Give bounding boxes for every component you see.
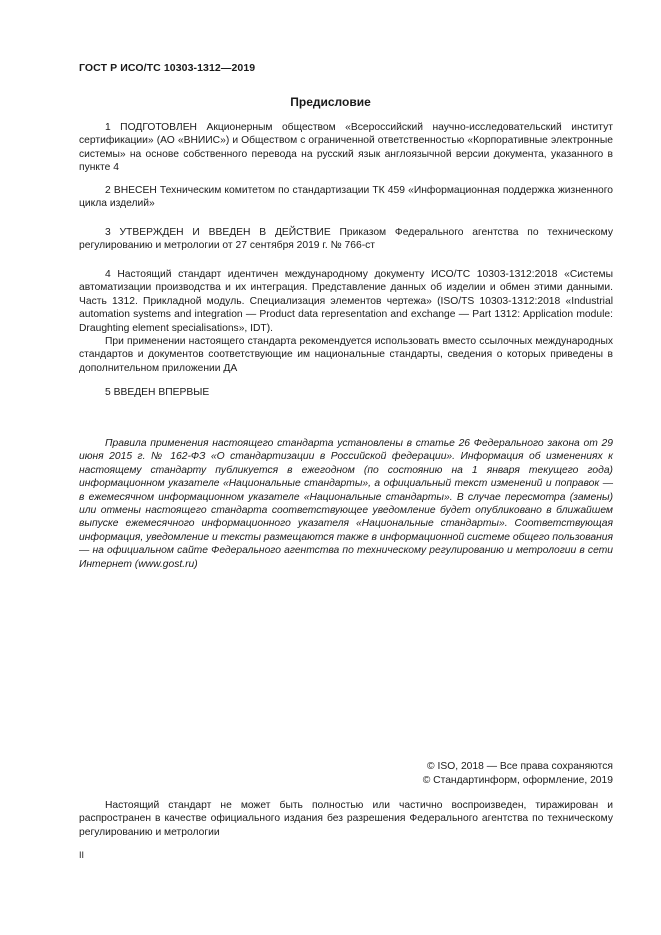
- rules-paragraph: [79, 437, 613, 571]
- section-3: [79, 226, 613, 253]
- page-number: II: [79, 850, 85, 860]
- copyright-standartinform: © Стандартинформ, оформление, 2019: [422, 775, 613, 786]
- section-5-text: 5 ВВЕДЕН ВПЕРВЫЕ: [105, 387, 210, 398]
- document-header: ГОСТ Р ИСО/ТС 10303-1312—2019: [79, 62, 256, 74]
- section-2: [79, 184, 613, 211]
- copyright-iso: © ISO, 2018 — Все права сохраняются: [427, 761, 613, 772]
- reproduction-notice-text: Настоящий стандарт не может быть полностью или частично воспроизведен, тиражирован и распространен в качестве официального издания без разрешения Федерального агентства по техническому регулированию и метрологии: [79, 800, 613, 838]
- rules-text: Правила применения настоящего стандарта установлены в статье 26 Федерального закона от 29 июня 2015 г. № 162-ФЗ «О стандартизации в Российской федерации». Информация об изменениях к настоящему стандарту публикуется в ежегодном (по состоянию на 1 января текущего года) информационном указателе «Национальные стандарты», а официальный текст изменений и поправок — в ежемесячном информационном указателе «Национальные стандарты». В случае пересмотра (замены) или отмены настоящего стандарта соответствующее уведомление будет опубликовано в ближайшем выпуске ежемесячного информационного указателя «Национальные стандарты». Соответствующая информация, уведомление и тексты размещаются также в информационной системе общего пользования — на официальном сайте Федерального агентства по техническому регулированию и метрологии в сети Интернет (www.gost.ru): [79, 438, 613, 570]
- section-1: [79, 121, 613, 175]
- section-5: [79, 386, 613, 399]
- section-3-text: 3 УТВЕРЖДЕН И ВВЕДЕН В ДЕЙСТВИЕ Приказом Федерального агентства по техническому регулированию и метрологии от 27 сентября 2019 г. № 766-ст: [79, 227, 613, 252]
- section-4-note: При применении настоящего стандарта рекомендуется использовать вместо ссылочных международных стандартов и документов соответствующие им национальные стандарты, сведения о которых приведены в дополнительном приложении ДА: [79, 336, 613, 374]
- page-title: Предисловие: [290, 95, 371, 109]
- section-2-text: 2 ВНЕСЕН Техническим комитетом по стандартизации ТК 459 «Информационная поддержка жизненного цикла изделий»: [79, 185, 613, 210]
- section-1-text: 1 ПОДГОТОВЛЕН Акционерным обществом «Всероссийский научно-исследовательский институт сертификации» (АО «ВНИИС») и Обществом с ограниченной ответственностью «Корпоративные электронные системы» на основе собственного перевода на русский язык англоязычной версии документа, указанного в пункте 4: [79, 122, 613, 174]
- section-4: [79, 268, 613, 375]
- section-4-text: 4 Настоящий стандарт идентичен международному документу ИСО/ТС 10303-1312:2018 «Системы автоматизации производства и их интеграция. Представление данных об изделии и обмен этими данными. Часть 1312. Прикладной модуль. Специализация элементов чертежа» (ISO/TS 10303-1312:2018 «Industrial automation systems and integration — Product data representation and exchange — Part 1312: Application module: Draughting element specialisations», IDT).: [79, 269, 613, 334]
- reproduction-notice: [79, 799, 613, 839]
